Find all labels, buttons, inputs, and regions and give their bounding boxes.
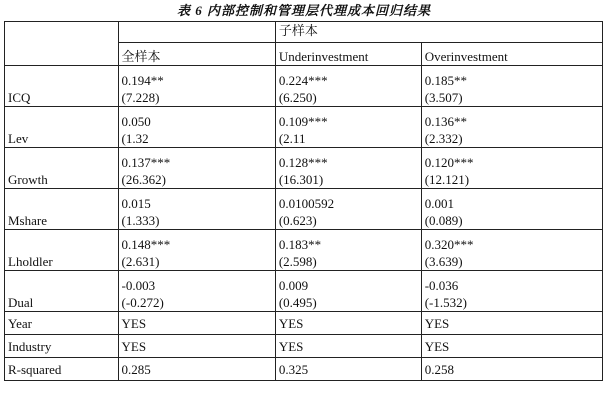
t-statistic: (2.598) (278, 254, 317, 269)
t-statistic: (1.333) (121, 213, 160, 228)
coef-cell (421, 66, 602, 107)
row-label: Mshare (5, 189, 119, 230)
coef-cell (275, 148, 421, 189)
t-statistic: (2.332) (424, 131, 463, 146)
coef-cell (421, 148, 602, 189)
row-label: R-squared (5, 358, 119, 381)
coefficient: 0.185** (424, 73, 467, 88)
column-header-overinvestment: Overinvestment (421, 43, 602, 66)
subsample-header: 子样本 (275, 22, 602, 43)
coefficient: 0.224*** (278, 73, 328, 88)
coefficient: 0.128*** (278, 155, 328, 170)
coefficient: 0.148*** (121, 237, 171, 252)
t-statistic: (6.250) (278, 90, 317, 105)
header-corner-cell (5, 22, 119, 66)
t-statistic: (1.32 (121, 131, 149, 146)
coefficient: 0.194** (121, 73, 164, 88)
control-value: YES (118, 312, 275, 335)
control-row-r-squared (5, 358, 603, 381)
t-statistic: (2.11 (278, 131, 306, 146)
table-caption: 表 6 内部控制和管理层代理成本回归结果 (176, 3, 431, 18)
coef-cell (275, 107, 421, 148)
coefficient: -0.036 (424, 278, 459, 293)
coefficient: 0.001 (424, 196, 454, 211)
coef-cell (118, 148, 275, 189)
coef-cell (421, 230, 602, 271)
coef-cell (118, 189, 275, 230)
row-label: ICQ (5, 66, 119, 107)
control-row-year (5, 312, 603, 335)
coef-cell (118, 271, 275, 312)
t-statistic: (7.228) (121, 90, 160, 105)
t-statistic: (3.507) (424, 90, 463, 105)
coef-cell (275, 271, 421, 312)
coefficient: 0.109*** (278, 114, 328, 129)
coef-cell (275, 66, 421, 107)
coefficient: 0.050 (121, 114, 151, 129)
row-label: Lholdler (5, 230, 119, 271)
row-label: Lev (5, 107, 119, 148)
control-value: YES (275, 312, 421, 335)
table-row (5, 66, 603, 107)
coef-cell (118, 107, 275, 148)
control-value: YES (118, 335, 275, 358)
header-row-group (5, 22, 603, 43)
coefficient: 0.320*** (424, 237, 474, 252)
coefficient: 0.183** (278, 237, 322, 252)
r-squared-value: 0.258 (421, 358, 602, 381)
control-row-industry (5, 335, 603, 358)
header-full-sample-blank (118, 22, 275, 43)
coefficient: 0.136** (424, 114, 467, 129)
t-statistic: (12.121) (424, 172, 470, 187)
coefficient: -0.003 (121, 278, 156, 293)
coef-cell (118, 66, 275, 107)
control-value: YES (275, 335, 421, 358)
coefficient: 0.137*** (121, 155, 171, 170)
table-row (5, 107, 603, 148)
t-statistic: (0.089) (424, 213, 463, 228)
table-row (5, 189, 603, 230)
column-header-underinvestment: Underinvestment (275, 43, 421, 66)
coefficient: 0.015 (121, 196, 151, 211)
row-label: Growth (5, 148, 119, 189)
t-statistic: (2.631) (121, 254, 160, 269)
coef-cell (421, 107, 602, 148)
coef-cell (421, 189, 602, 230)
coef-cell (275, 230, 421, 271)
t-statistic: (0.623) (278, 213, 317, 228)
t-statistic: (-0.272) (121, 295, 164, 310)
row-label: Year (5, 312, 119, 335)
coef-cell (421, 271, 602, 312)
t-statistic: (-1.532) (424, 295, 467, 310)
t-statistic: (16.301) (278, 172, 324, 187)
coef-cell (118, 230, 275, 271)
table-body (5, 22, 603, 381)
coefficient: 0.120*** (424, 155, 474, 170)
coef-cell (275, 189, 421, 230)
r-squared-value: 0.325 (275, 358, 421, 381)
table-row (5, 148, 603, 189)
table-row (5, 271, 603, 312)
control-value: YES (421, 335, 602, 358)
regression-table (4, 21, 603, 381)
control-value: YES (421, 312, 602, 335)
column-header-full-sample: 全样本 (118, 43, 275, 66)
table-row (5, 230, 603, 271)
coefficient: 0.0100592 (278, 196, 335, 211)
row-label: Industry (5, 335, 119, 358)
t-statistic: (0.495) (278, 295, 317, 310)
t-statistic: (3.639) (424, 254, 463, 269)
coefficient: 0.009 (278, 278, 309, 293)
t-statistic: (26.362) (121, 172, 166, 187)
r-squared-value: 0.285 (118, 358, 275, 381)
row-label: Dual (5, 271, 119, 312)
